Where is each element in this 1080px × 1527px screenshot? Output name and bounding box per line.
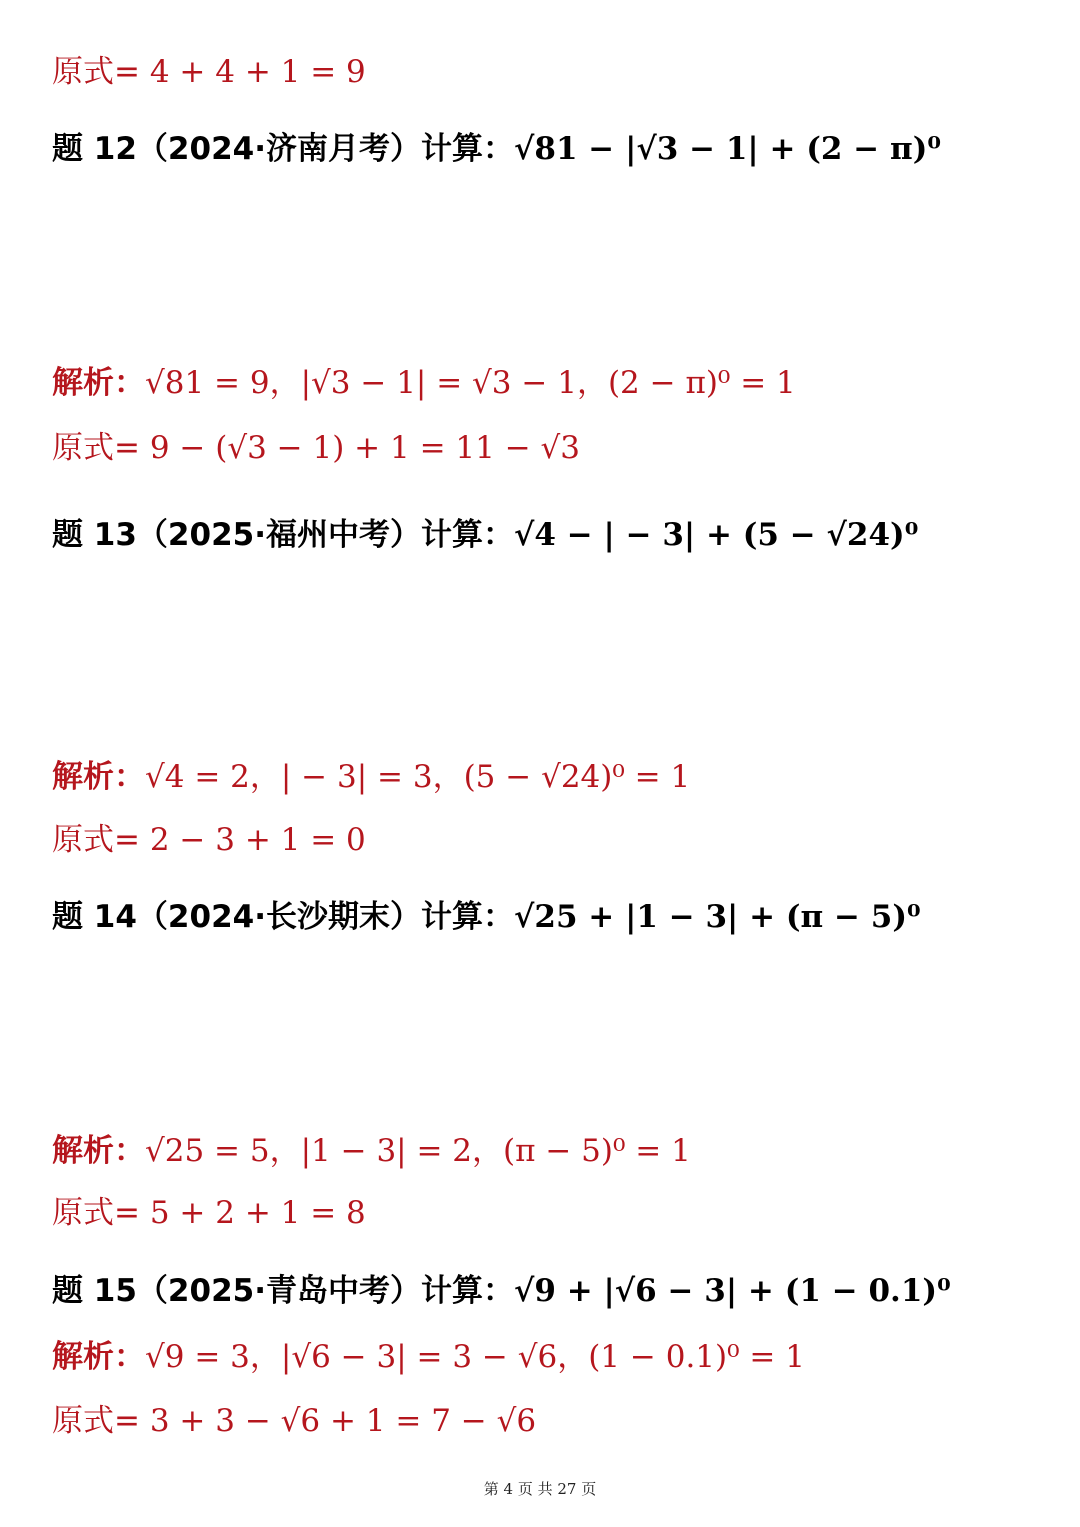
analysis-label: 解析： — [52, 1133, 145, 1169]
problem-expression: √81 − |√3 − 1| + (2 − π)⁰ — [514, 131, 941, 167]
problem-12-result — [52, 430, 581, 466]
analysis-expression: √25 = 5，|1 − 3| = 2，(π − 5)⁰ = 1 — [145, 1133, 691, 1169]
analysis-expression: √4 = 2，| − 3| = 3，(5 − √24)⁰ = 1 — [145, 759, 691, 795]
analysis-label: 解析： — [52, 759, 145, 795]
problem-13-question — [52, 517, 919, 553]
result-expression: 5 + 2 + 1 = 8 — [139, 1195, 366, 1231]
analysis-label: 解析： — [52, 365, 145, 401]
result-expression: 4 + 4 + 1 = 9 — [139, 54, 366, 90]
problem-expression: √4 − | − 3| + (5 − √24)⁰ — [514, 517, 919, 553]
problem-label: 题 14（2024·长沙期末）计算： — [52, 899, 514, 935]
page-number: 第 4 页 共 27 页 — [483, 1480, 597, 1498]
problem-15-analysis — [52, 1339, 805, 1375]
result-expression: 2 − 3 + 1 = 0 — [139, 822, 366, 858]
problem-label: 题 12（2024·济南月考）计算： — [52, 131, 514, 167]
result-expression: 3 + 3 − √6 + 1 = 7 − √6 — [139, 1403, 537, 1439]
analysis-expression: √81 = 9，|√3 − 1| = √3 − 1，(2 − π)⁰ = 1 — [145, 365, 796, 401]
problem-13-analysis — [52, 759, 691, 795]
problem-12-analysis — [52, 365, 796, 401]
problem-14-analysis — [52, 1133, 691, 1169]
top-result-line — [52, 54, 366, 90]
problem-expression: √25 + |1 − 3| + (π − 5)⁰ — [514, 899, 921, 935]
result-label: 原式= — [52, 1195, 140, 1231]
problem-15-result — [52, 1403, 537, 1439]
problem-label: 题 15（2025·青岛中考）计算： — [52, 1273, 514, 1309]
problem-13-result — [52, 822, 366, 858]
analysis-label: 解析： — [52, 1339, 145, 1375]
problem-14-result — [52, 1195, 366, 1231]
result-label: 原式= — [52, 822, 140, 858]
problem-expression: √9 + |√6 − 3| + (1 − 0.1)⁰ — [514, 1273, 951, 1309]
result-expression: 9 − (√3 − 1) + 1 = 11 − √3 — [139, 430, 581, 466]
result-label: 原式= — [52, 54, 140, 90]
result-label: 原式= — [52, 430, 140, 466]
result-label: 原式= — [52, 1403, 140, 1439]
problem-14-question — [52, 899, 921, 935]
problem-15-question — [52, 1273, 951, 1309]
problem-12-question — [52, 131, 941, 167]
problem-label: 题 13（2025·福州中考）计算： — [52, 517, 514, 553]
analysis-expression: √9 = 3，|√6 − 3| = 3 − √6，(1 − 0.1)⁰ = 1 — [145, 1339, 805, 1375]
